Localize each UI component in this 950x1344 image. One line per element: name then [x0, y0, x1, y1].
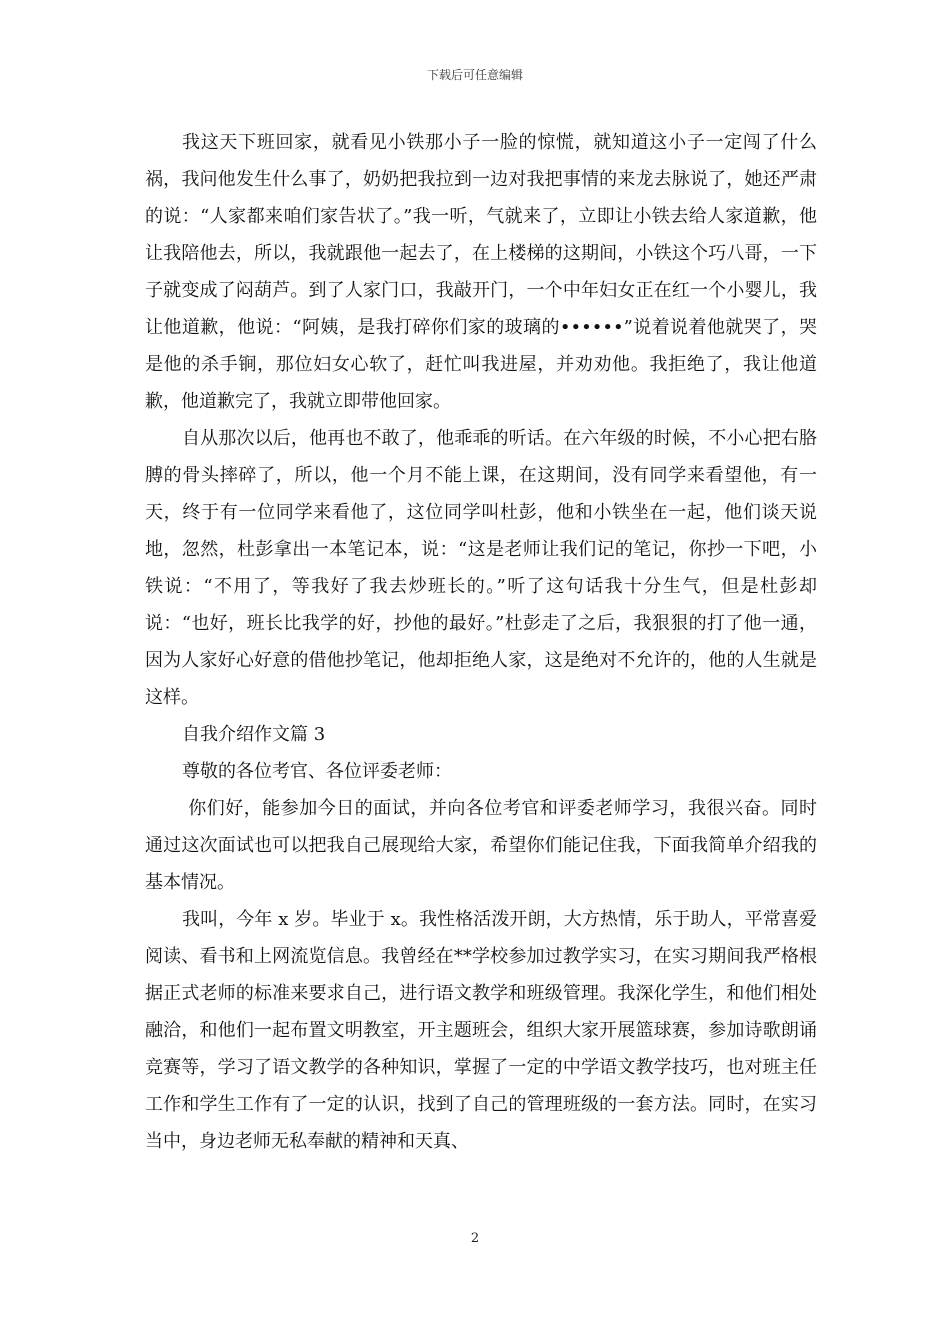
page-number: 2 — [470, 1231, 480, 1246]
greeting-line: 尊敬的各位考官、各位评委老师： — [182, 761, 452, 782]
paragraph-story-classmate: 自从那次以后，他再也不敢了，他乖乖的听话。在六年级的时候，不小心把右胳膊的骨头摔碎了，所以，他一个月不能上课，在这期间，没有同学来看望他，有一天，终于有一位同学来看他了，这位同学叫杜彭，他和小铁坐在一起，他们谈天说地，忽然，杜彭拿出一本笔记本，说：“这是老师让我们记的笔记，你抄一下吧，小铁说：“不用了，等我好了我去炒班长的。”听了这句话我十分生气，但是杜彭却说：“也好，班长比我学的好，抄他的最好。”杜彭走了之后，我狠狠的打了他一通，因为人家好心好意的借他抄笔记，他却拒绝人家，这是绝对不允许的，他的人生就是这样。 — [145, 428, 817, 708]
section-heading: 自我介绍作文篇 3 — [182, 724, 326, 745]
paragraph-story-apology: 我这天下班回家，就看见小铁那小子一脸的惊慌，就知道这小子一定闯了什么祸，我问他发生什么事了，奶奶把我拉到一边对我把事情的来龙去脉说了，她还严肃的说：“人家都来咱们家告状了。”我一听，气就来了，立即让小铁去给人家道歉，他让我陪他去，所以，我就跟他一起去了，在上楼梯的这期间，小铁这个巧八哥，一下子就变成了闷葫芦。到了人家门口，我敲开门，一个中年妇女正在红一个小婴儿，我让他道歉，他说：“阿姨，是我打碎你们家的玻璃的••••••”说着说着他就哭了，哭是他的杀手锏，那位妇女心软了，赶忙叫我进屋，并劝劝他。我拒绝了，我让他道歉，他道歉完了，我就立即带他回家。 — [145, 132, 817, 412]
paragraph-self-description: 我叫，今年 x 岁。毕业于 x。我性格活泼开朗，大方热情，乐于助人，平常喜爱阅读、看书和上网流览信息。我曾经在**学校参加过教学实习，在实习期间我严格根据正式老师的标准来要求自己，进行语文教学和班级管理。我深化学生，和他们相处融洽，和他们一起布置文明教室，开主题班会，组织大家开展篮球赛，参加诗歌朗诵竞赛等，学习了语文教学的各种知识，掌握了一定的中学语文教学技巧，也对班主任工作和学生工作有了一定的认识，找到了自己的管理班级的一套方法。同时，在实习当中，身边老师无私奉献的精神和天真、 — [145, 909, 817, 1152]
paragraph-intro: 你们好，能参加今日的面试，并向各位考官和评委老师学习，我很兴奋。同时通过这次面试也可以把我自己展现给大家，希望你们能记住我，下面我简单介绍我的基本情况。 — [145, 798, 817, 893]
page-header: 下载后可任意编辑 — [426, 68, 523, 82]
document-body — [145, 124, 817, 1160]
